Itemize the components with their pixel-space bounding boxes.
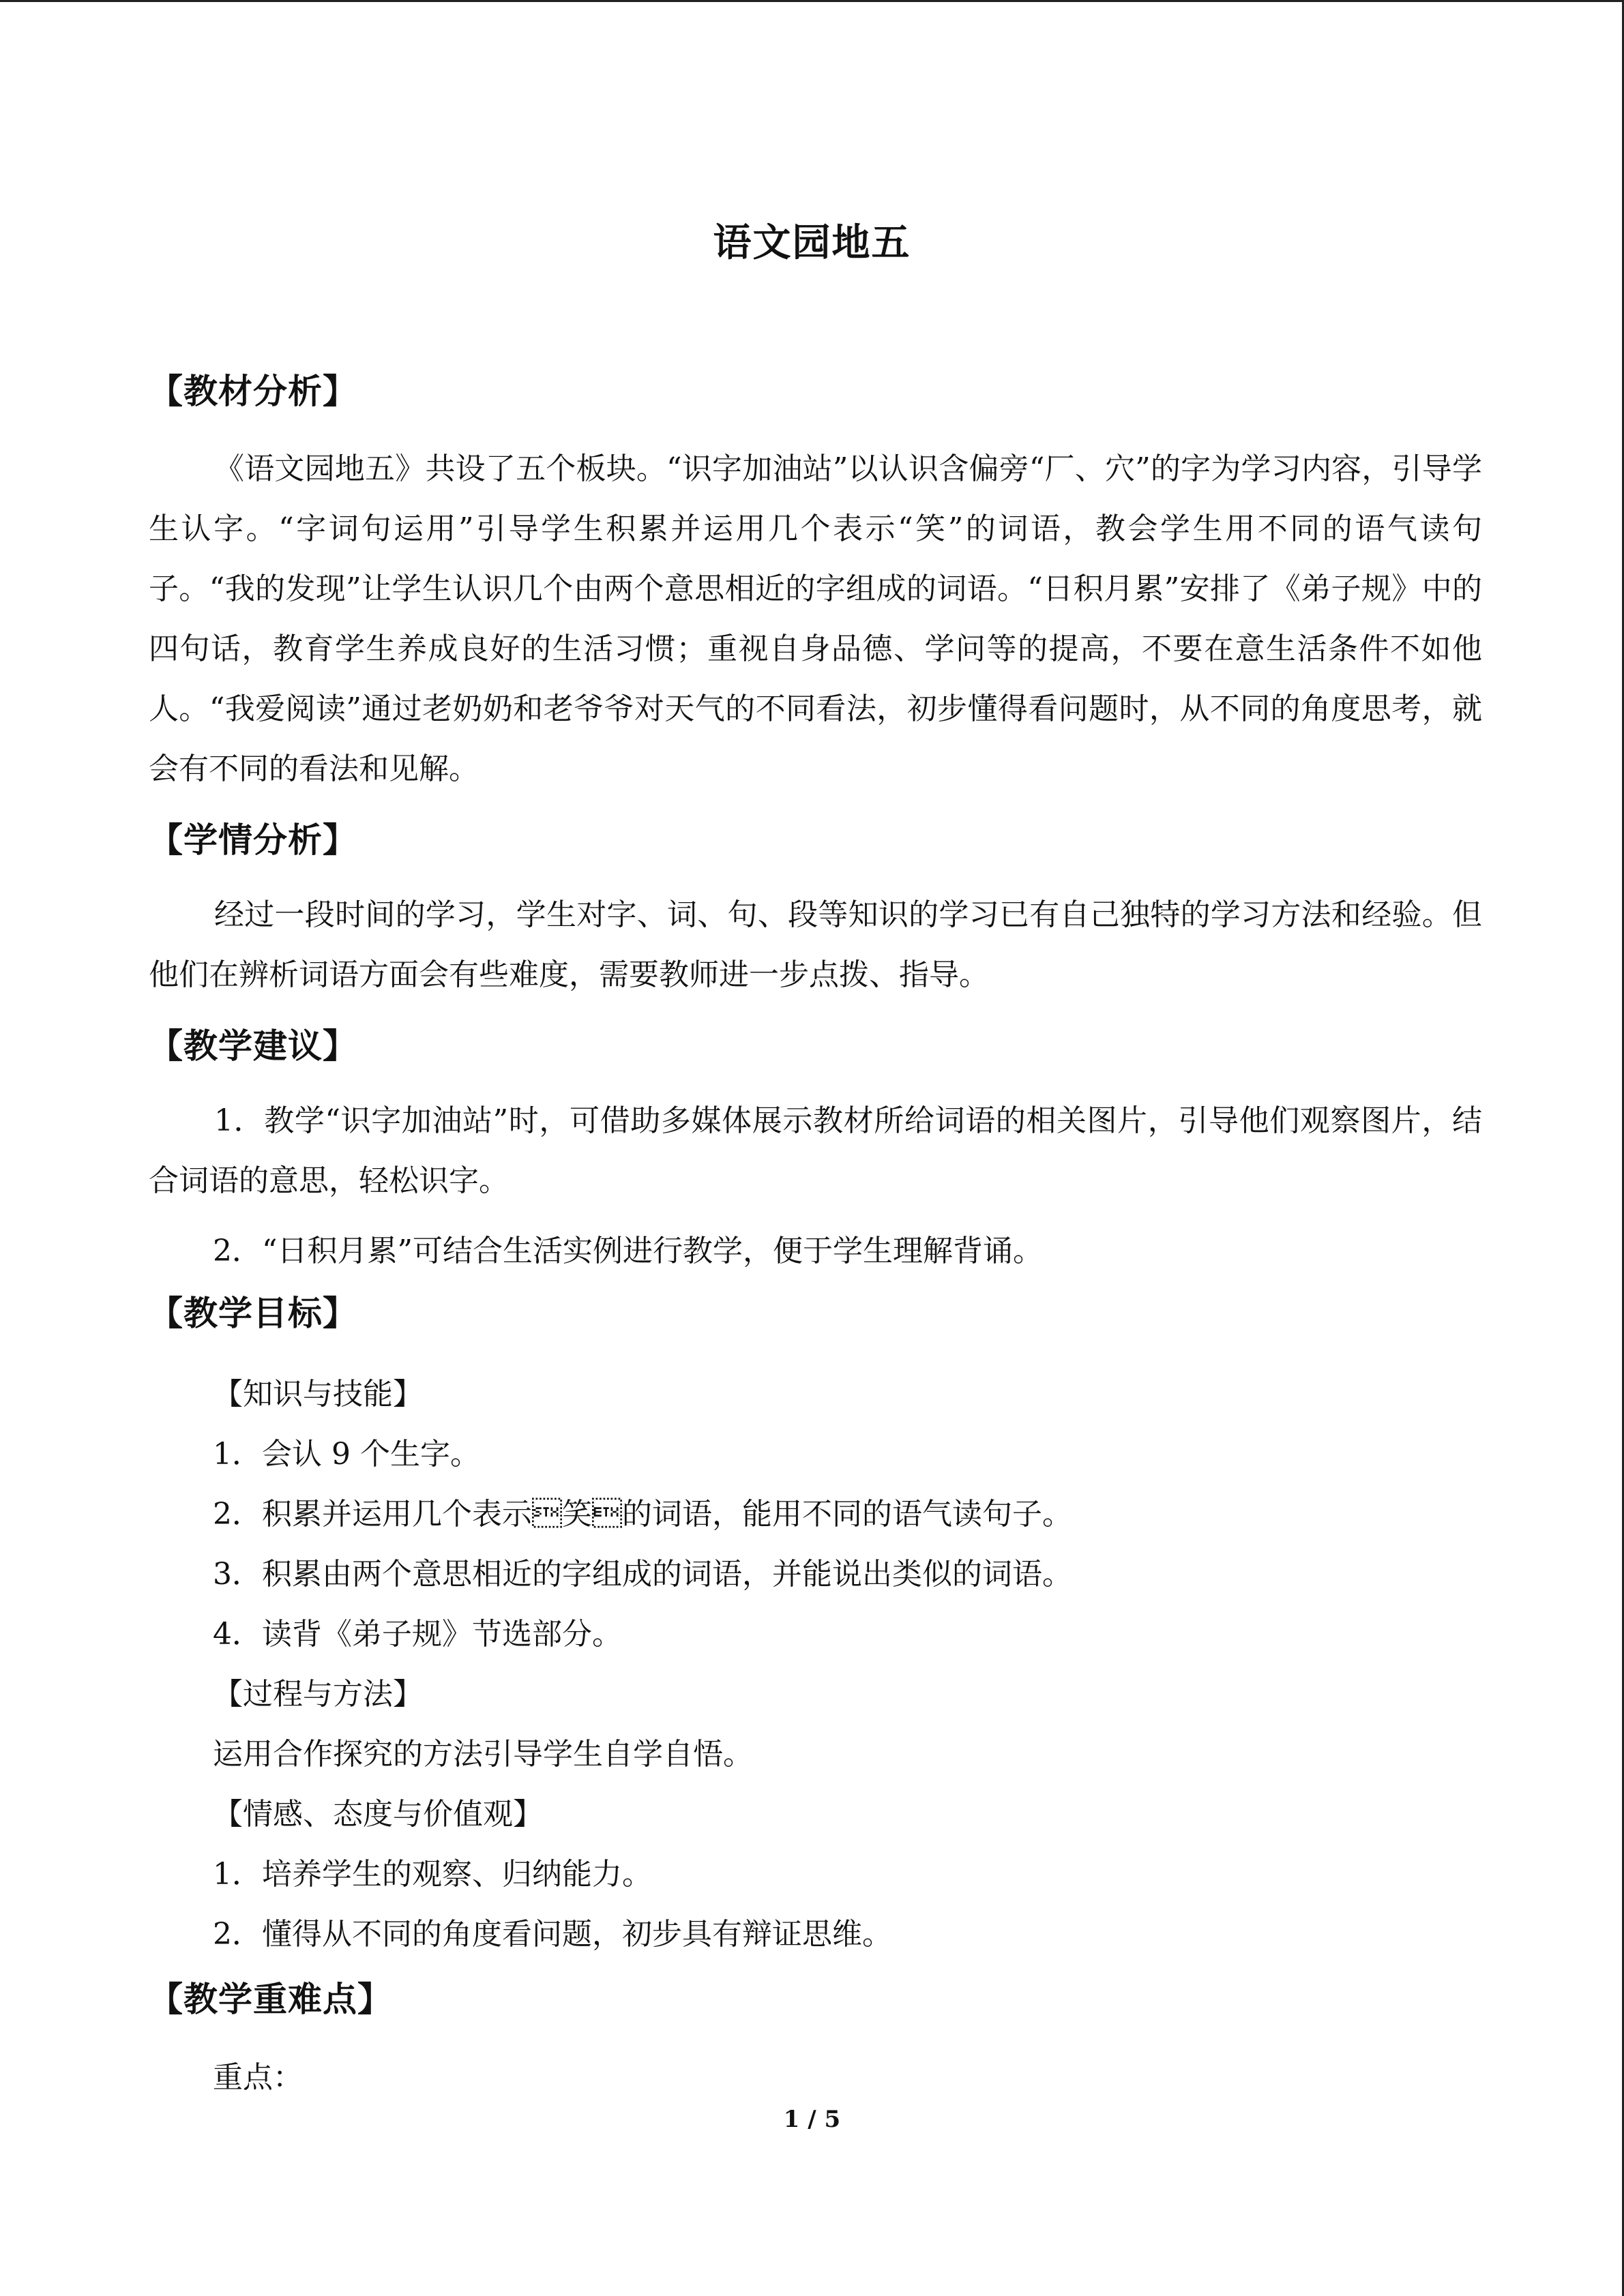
heading-keypoints: 【教学重难点】 — [149, 1979, 392, 2019]
heading-learner: 【学情分析】 — [149, 820, 357, 860]
emotion-label: 【情感、态度与价值观】 — [213, 1797, 543, 1832]
focus-label: 重点： — [213, 2060, 303, 2095]
knowledge-item: 1．会认 9 个生字。 — [213, 1437, 480, 1472]
page-number: 1 / 5 — [783, 2106, 841, 2133]
suggestion-item-1: 1．教学“识字加油站”时，可借助多媒体展示教材所给词语的相关图片，引导他们观察图片，结合词语的意思，轻松识字。 — [149, 1103, 1482, 1198]
heading-goals: 【教学目标】 — [149, 1293, 357, 1333]
process-label: 【过程与方法】 — [213, 1677, 423, 1712]
learner-paragraph: 经过一段时间的学习，学生对字、词、句、段等知识的学习已有自己独特的学习方法和经验。但他们在辨析词语方面会有些难度，需要教师进一步点拨、指导。 — [149, 897, 1482, 992]
suggestion-item-2: 2．“日积月累”可结合生活实例进行教学，便于学生理解背诵。 — [213, 1234, 1043, 1268]
heading-analysis: 【教材分析】 — [149, 371, 357, 411]
emotion-item: 1．培养学生的观察、归纳能力。 — [213, 1857, 652, 1892]
knowledge-label: 【知识与技能】 — [213, 1377, 423, 1412]
heading-suggestion: 【教学建议】 — [149, 1026, 357, 1066]
emotion-item: 2．懂得从不同的角度看问题，初步具有辩证思维。 — [213, 1917, 892, 1952]
knowledge-item: 2．积累并运用几个表示笑的词语，能用不同的语气读句子。 — [213, 1497, 1072, 1532]
knowledge-item: 4．读背《弟子规》节选部分。 — [213, 1617, 622, 1652]
analysis-paragraph: 《语文园地五》共设了五个板块。“识字加油站”以认识含偏旁“厂、穴”的字为学习内容，引导学生认字。“字词句运用”引导学生积累并运用几个表示“笑”的词语，教会学生用不同的语气读句子。“我的发现”让学生认识几个由两个意思相近的字组成的词语。“日积月累”安排了《弟子规》中的四句话，教育学生养成良好的生活习惯；重视自身品德、学问等的提高，不要在意生活条件不如他人。“我爱阅读”通过老奶奶和老爷爷对天气的不同看法，初步懂得看问题时，从不同的角度思考，就会有不同的看法和见解。 — [149, 451, 1482, 786]
process-text: 运用合作探究的方法引导学生自学自悟。 — [213, 1737, 753, 1772]
page-border-top — [0, 0, 1624, 2]
document-title: 语文园地五 — [713, 220, 911, 265]
knowledge-item: 3．积累由两个意思相近的字组成的词语，并能说出类似的词语。 — [213, 1557, 1072, 1592]
